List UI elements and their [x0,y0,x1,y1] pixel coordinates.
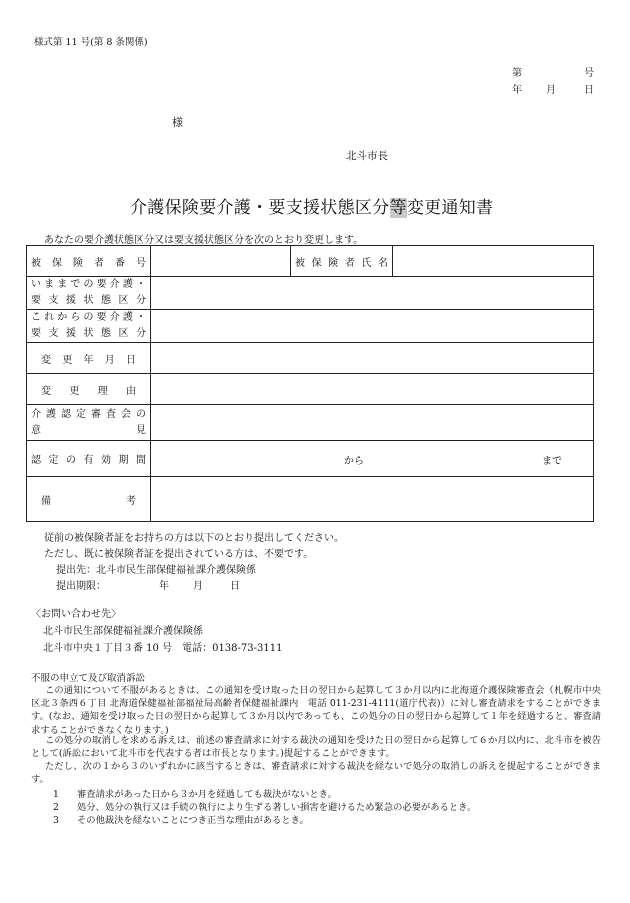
validity-until: まで [542,456,562,467]
remarks-value [151,477,594,522]
validity-period-value [151,441,594,477]
new-status-label: これからの要介護・ 要 支 援 状 態 区 分 [27,310,151,343]
table-row [27,477,594,522]
document-number-prefix: 第 [512,68,522,79]
table-row [27,246,594,277]
document-number-suffix: 号 [584,68,594,79]
appeal-paragraph-2: この処分の取消しを求める訴えは、前述の審査請求に対する裁決の通知を受けた日の翌日から起算して６か月以内に、北斗市を被告として(訴訟において北斗市を代表する者は市長となります。)提起することができます。 [31,735,601,760]
deadline-month: 月 [193,581,203,592]
table-row [27,374,594,405]
contact-office: 北斗市民生部保健福祉課介護保険係 [43,626,203,637]
committee-opinion-label: 介護認定審査会の 意 見 [27,405,151,441]
remarks-label: 備 考 [27,477,151,522]
insured-number-label: 被 保 険 者 番 号 [27,246,151,277]
previous-status-value [151,277,594,310]
insured-number-value [151,246,291,277]
committee-opinion-value [151,405,594,441]
deadline-label: 提出期限： [56,581,106,592]
notification-table [26,245,594,522]
title-part-2: 変更通知書 [406,198,494,218]
document-title [130,193,493,218]
deadline-year: 年 [159,581,169,592]
change-date-label: 変 更 年 月 日 [27,343,151,374]
appeal-list-item: 1 審査請求があった日から３か月を経過しても裁決がないとき。 [53,789,337,800]
appeal-paragraph-3: ただし、次の１から３のいずれかに該当するときは、審査請求に対する裁決を経ないで処分の取消しの訴えを提起することができます。 [31,761,601,786]
contact-heading: 〈お問い合わせ先〉 [31,609,121,620]
issue-date-month: 月 [546,85,556,96]
submission-deadline [56,577,240,592]
appeal-list-item: 3 その他裁決を経ないことにつき正当な理由があるとき。 [53,815,309,826]
appeal-heading: 不服の申立て及び取消訴訟 [31,673,146,684]
table-row [27,441,594,477]
submission-note-1: 従前の被保険者証をお持ちの方は以下のとおり提出してください。 [44,533,344,544]
submission-destination: 提出先：北斗市民生部保健福祉課介護保険係 [56,565,256,576]
issue-date-day: 日 [584,85,594,96]
title-part-1: 介護保険要介護・要支援状態区分 [130,198,390,218]
appeal-paragraph-1: この通知について不服があるときは、この通知を受け取った日の翌日から起算して３か月以内に北海道介護保険審査会（札幌市中央区北３条西６丁目 北海道保健福祉部福祉局高齢者保健福祉課内 電話 011-231-4111(道庁代表)）に対し審査請求をすることができます。(なお、通知を受け取った日の翌日から起算して３か月以内であっても、この処分の日の翌日から起算して１年を経過すると、審査請求することができなくなります。) [31,685,601,736]
change-reason-value [151,374,594,405]
issue-date-year: 年 [512,85,522,96]
validity-from: から [344,456,364,467]
form-number: 様式第 11 号(第 8 条関係) [34,37,148,48]
table-row [27,343,594,374]
table-row [27,405,594,441]
change-date-value [151,343,594,374]
insured-name-value [393,246,594,277]
table-row [27,310,594,343]
change-reason-label: 変 更 理 由 [27,374,151,405]
contact-address: 北斗市中央１丁目３番 10 号 電話：0138-73-3111 [43,643,283,654]
addressee-suffix: 様 [172,116,183,129]
previous-status-label: いままでの要介護・ 要 支 援 状 態 区 分 [27,277,151,310]
table-row [27,277,594,310]
issuer-name: 北斗市長 [346,150,388,162]
new-status-value [151,310,594,343]
intro-text: あなたの要介護状態区分又は要支援状態区分を次のとおり変更します。 [44,235,364,246]
deadline-day: 日 [230,581,240,592]
appeal-list-item: 2 処分、処分の執行又は手続の執行により生ずる著しい損害を避けるため緊急の必要があるとき。 [53,802,477,813]
submission-note-2: ただし、既に被保険者証を提出されている方は、不要です。 [44,549,314,560]
validity-period-label: 認 定 の 有 効 期 間 [27,441,151,477]
insured-name-label: 被保険者氏名 [291,246,393,277]
title-highlighted-char: 等 [389,198,407,218]
